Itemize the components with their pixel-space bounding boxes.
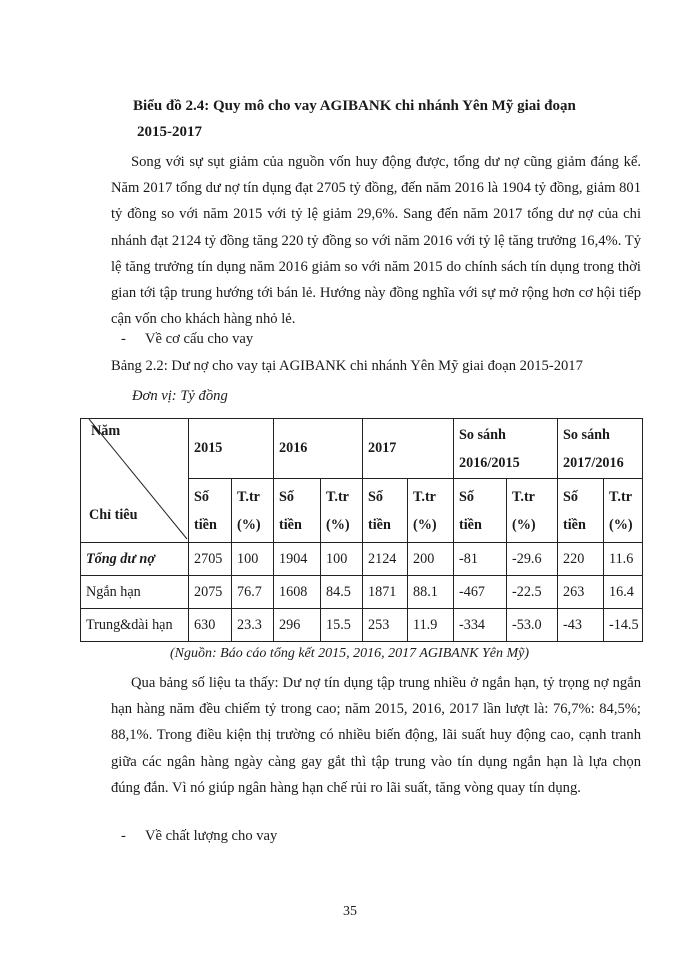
table-cell: 76.7 [232, 576, 274, 609]
amount-subheader: Số tiền [454, 479, 507, 543]
compare-header [454, 419, 558, 479]
bullet-loan-structure [121, 331, 253, 348]
table-cell: -14.5 [604, 609, 643, 642]
amount-subheader: Số tiền [363, 479, 408, 543]
compare-header-line1: So sánh [459, 426, 506, 443]
row-label: Ngắn hạn [81, 576, 189, 609]
table-cell: -81 [454, 543, 507, 576]
table-cell: 100 [232, 543, 274, 576]
table-cell: 15.5 [321, 609, 363, 642]
table-cell: 630 [189, 609, 232, 642]
paragraph-analysis: Qua bảng số liệu ta thấy: Dư nợ tín dụng tập trung nhiều ở ngắn hạn, tỷ trọng nợ ngắn hạn hàng năm đều chiếm tỷ trong cao; năm 2015, 2016, 2017 lần lượt là: 76,7%: 84,5%; 88,1%. Trong điều kiện thị trường có nhiều biến động, lãi suất huy động cao, cạnh tranh giữa các ngân hàng ngày càng gay gắt thì tập trung vào tín dụng ngắn hạn là lựa chọn đúng đắn. Vì nó giúp ngân hàng hạn chế rủi ro lãi suất, tăng vòng quay tín dụng. [111, 675, 641, 796]
table-row [81, 543, 643, 576]
row-label: Trung&dài hạn [81, 609, 189, 642]
chart-caption [133, 93, 653, 145]
year-header: 2016 [274, 419, 363, 479]
table-row [81, 576, 643, 609]
page-number: 35 [343, 904, 357, 919]
ratio-subheader: T.tr (%) [232, 479, 274, 543]
table-cell: 100 [321, 543, 363, 576]
table-cell: -29.6 [507, 543, 558, 576]
table-cell: -467 [454, 576, 507, 609]
table-cell: -53.0 [507, 609, 558, 642]
ratio-subheader: T.tr (%) [604, 479, 643, 543]
compare-header [558, 419, 643, 479]
table-cell: 1608 [274, 576, 321, 609]
table-cell: 1871 [363, 576, 408, 609]
table-cell: -334 [454, 609, 507, 642]
table-cell: 200 [408, 543, 454, 576]
table-row [81, 609, 643, 642]
amount-subheader: Số tiền [274, 479, 321, 543]
bullet-text: Về cơ cấu cho vay [145, 331, 254, 347]
bullet-dash: - [121, 828, 126, 844]
corner-indicator-label: Chỉ tiêu [89, 507, 138, 523]
table-cell: -22.5 [507, 576, 558, 609]
table-cell: 2075 [189, 576, 232, 609]
table-cell: 2705 [189, 543, 232, 576]
table-caption: Bảng 2.2: Dư nợ cho vay tại AGIBANK chi nhánh Yên Mỹ giai đoạn 2015-2017 [111, 358, 583, 374]
table-source: (Nguồn: Báo cáo tổng kết 2015, 2016, 2017 AGIBANK Yên Mỹ) [170, 646, 530, 661]
table-cell: 296 [274, 609, 321, 642]
ratio-subheader: T.tr (%) [321, 479, 363, 543]
loan-table [80, 418, 643, 642]
table-corner-header [81, 419, 189, 543]
compare-header-line2: 2016/2015 [459, 454, 520, 471]
bullet-dash: - [121, 331, 126, 347]
amount-subheader: Số tiền [189, 479, 232, 543]
table-cell: 253 [363, 609, 408, 642]
year-header: 2015 [189, 419, 274, 479]
table-cell: 23.3 [232, 609, 274, 642]
paragraph-loan-scale: Song với sự sụt giảm của nguồn vốn huy động được, tổng dư nợ cũng giảm đáng kể. Năm 2017 tổng dư nợ tín dụng đạt 2705 tỷ đồng, đến năm 2016 là 1904 tỷ đồng, giảm 801 tỷ đồng so với năm 2015 với tỷ lệ giảm 29,6%. Sang đến năm 2017 tổng dư nợ của chi nhánh đạt 2124 tỷ đồng tăng 220 tỷ đồng so với năm 2016 với tỷ lệ tăng trưởng 16,4%. Tỷ lệ tăng trưởng tín dụng năm 2016 giảm so với năm 2015 do chính sách tín dụng trong thời gian tới tập trung hướng tới bán lẻ. Hướng này đồng nghĩa với sự mở rộng hơn cơ hội tiếp cận vốn cho khách hàng nhỏ lẻ. [111, 154, 641, 328]
unit-label: Đơn vị: Tỷ đồng [132, 388, 228, 404]
amount-subheader: Số tiền [558, 479, 604, 543]
bullet-text: Về chất lượng cho vay [145, 828, 278, 844]
chart-caption-title: Quy mô cho vay AGIBANK chi nhánh Yên Mỹ giai đoạn [213, 98, 576, 114]
bullet-loan-quality [121, 828, 277, 845]
row-label: Tổng dư nợ [81, 543, 189, 576]
table-cell: 2124 [363, 543, 408, 576]
table-cell: 220 [558, 543, 604, 576]
table-cell: 11.6 [604, 543, 643, 576]
table-cell: 11.9 [408, 609, 454, 642]
table-cell: 16.4 [604, 576, 643, 609]
ratio-subheader: T.tr (%) [507, 479, 558, 543]
table-cell: 88.1 [408, 576, 454, 609]
table-cell: 84.5 [321, 576, 363, 609]
compare-header-line2: 2017/2016 [563, 454, 624, 471]
table-cell: -43 [558, 609, 604, 642]
ratio-subheader: T.tr (%) [408, 479, 454, 543]
corner-year-label: Năm [91, 423, 121, 439]
table-cell: 263 [558, 576, 604, 609]
compare-header-line1: So sánh [563, 426, 610, 443]
chart-caption-period: 2015-2017 [137, 124, 202, 140]
table-cell: 1904 [274, 543, 321, 576]
chart-caption-label: Biểu đồ 2.4: [133, 98, 210, 114]
year-header: 2017 [363, 419, 454, 479]
